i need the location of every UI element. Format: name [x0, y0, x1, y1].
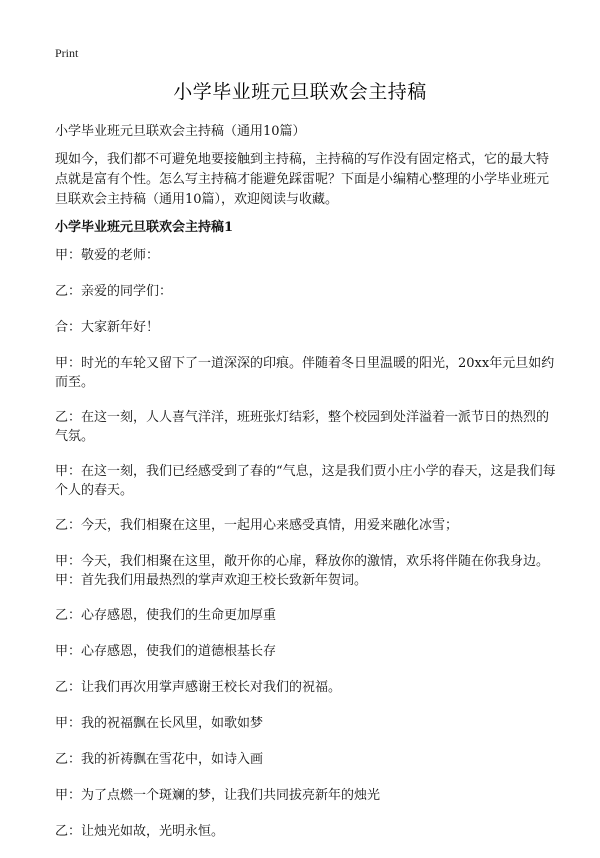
- script-line: 甲：我的祝福飘在长风里，如歌如梦: [55, 716, 264, 731]
- script-line: 合：大家新年好！: [55, 320, 160, 335]
- script-line: 乙：今天，我们相聚在这里，一起用心来感受真情，用爱来融化冰雪；: [55, 518, 459, 533]
- script-line: 甲：心存感恩，使我们的道德根基长存: [55, 644, 277, 659]
- script-line: 乙：让我们再次用掌声感谢王校长对我们的祝福。: [55, 680, 342, 695]
- script-line: 甲：敬爱的老师：: [55, 248, 160, 263]
- document-subtitle: 小学毕业班元旦联欢会主持稿（通用10篇）: [55, 124, 306, 139]
- page-title: 小学毕业班元旦联欢会主持稿: [173, 81, 427, 103]
- script-line: 乙：让烛光如故，光明永恒。: [55, 824, 225, 839]
- section-heading: 小学毕业班元旦联欢会主持稿1: [55, 220, 234, 235]
- script-lines: [55, 246, 560, 858]
- script-line: 甲：时光的车轮又留下了一道深深的印痕。伴随着冬日里温暖的阳光，20xx年元旦如约而至。: [55, 356, 555, 390]
- script-line: 甲：为了点燃一个斑斓的梦，让我们共同拔亮新年的烛光: [55, 788, 381, 803]
- script-line: 乙：在这一刻，人人喜气洋洋，班班张灯结彩，整个校园到处洋溢着一派节日的热烈的气氛。: [55, 410, 550, 444]
- script-line: 甲：今天，我们相聚在这里，敞开你的心扉，释放你的激情，欢乐将伴随在你我身边。 甲：首先我们用最热烈的掌声欢迎王校长致新年贺词。: [55, 554, 550, 588]
- script-line: 甲：在这一刻，我们已经感受到了春的“气息，这是我们贾小庄小学的春天，这是我们每个人的春天。: [55, 464, 556, 498]
- script-line: 乙：亲爱的同学们：: [55, 284, 173, 299]
- script-line: 乙：我的祈祷飘在雪花中，如诗入画: [55, 752, 264, 767]
- script-line: 乙：心存感恩，使我们的生命更加厚重: [55, 608, 277, 623]
- print-label: Print: [55, 46, 79, 60]
- intro-paragraph: 现如今，我们都不可避免地要接触到主持稿，主持稿的写作没有固定格式，它的最大特点就是富有个性。怎么写主持稿才能避免踩雷呢？下面是小编精心整理的小学毕业班元旦联欢会主持稿（通用10篇），欢迎阅读与收藏。: [55, 152, 550, 207]
